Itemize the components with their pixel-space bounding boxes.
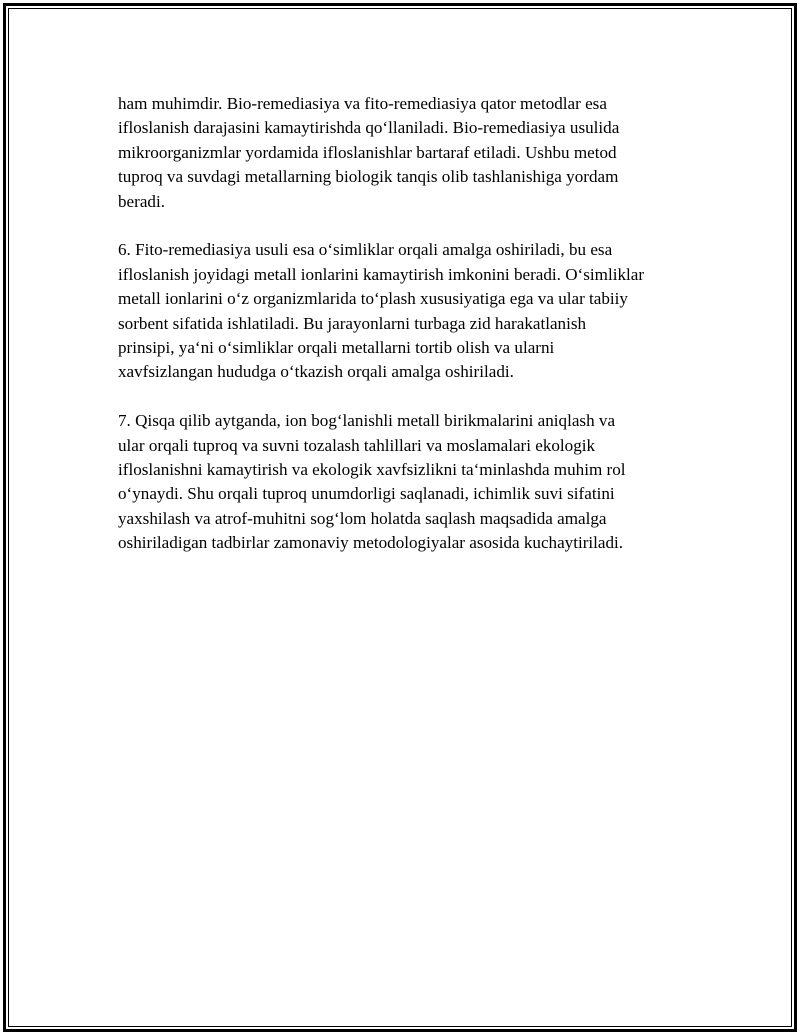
text-line: tuproq va suvdagi metallarning biologik tanqis olib tashlanishiga yordam [118, 167, 619, 187]
text-line: o‘ynaydi. Shu orqali tuproq unumdorligi saqlanadi, ichimlik suvi sifatini [118, 484, 615, 504]
text-line: yaxshilash va atrof-muhitni sog‘lom holatda saqlash maqsadida amalga [118, 508, 607, 528]
text-line: metall ionlarini o‘z organizmlarida to‘plash xususiyatiga ega va ular tabiiy [118, 289, 628, 309]
paragraph-remediation-intro [118, 92, 708, 214]
text-line: sorbent sifatida ishlatiladi. Bu jarayonlarni turbaga zid harakatlanish [118, 313, 587, 333]
document-body [118, 92, 708, 580]
paragraph-item-6 [118, 238, 708, 384]
text-line: 6. Fito-remediasiya usuli esa o‘simliklar orqali amalga oshiriladi, bu esa [118, 240, 613, 260]
text-line: ifloslanish joyidagi metall ionlarini kamaytirish imkonini beradi. O‘simliklar [118, 264, 645, 284]
text-line: prinsipi, ya‘ni o‘simliklar orqali metallarni tortib olish va ularni [118, 338, 555, 358]
paragraph-item-7 [118, 409, 708, 555]
text-line: beradi. [118, 191, 165, 211]
text-line: ifloslanishni kamaytirish va ekologik xavfsizlikni ta‘minlashda muhim rol [118, 460, 626, 480]
text-line: ifloslanish darajasini kamaytirishda qo‘llaniladi. Bio-remediasiya usulida [118, 118, 620, 138]
text-line: oshiriladigan tadbirlar zamonaviy metodologiyalar asosida kuchaytiriladi. [118, 533, 624, 553]
text-line: ham muhimdir. Bio-remediasiya va fito-remediasiya qator metodlar esa [118, 94, 607, 113]
text-line: 7. Qisqa qilib aytganda, ion bog‘lanishli metall birikmalarini aniqlash va [118, 411, 616, 431]
text-line: xavfsizlangan hududga o‘tkazish orqali amalga oshiriladi. [118, 362, 514, 382]
text-line: ular orqali tuproq va suvni tozalash tahlillari va moslamalari ekologik [118, 435, 596, 455]
text-line: mikroorganizmlar yordamida ifloslanishlar bartaraf etiladi. Ushbu metod [118, 142, 617, 162]
